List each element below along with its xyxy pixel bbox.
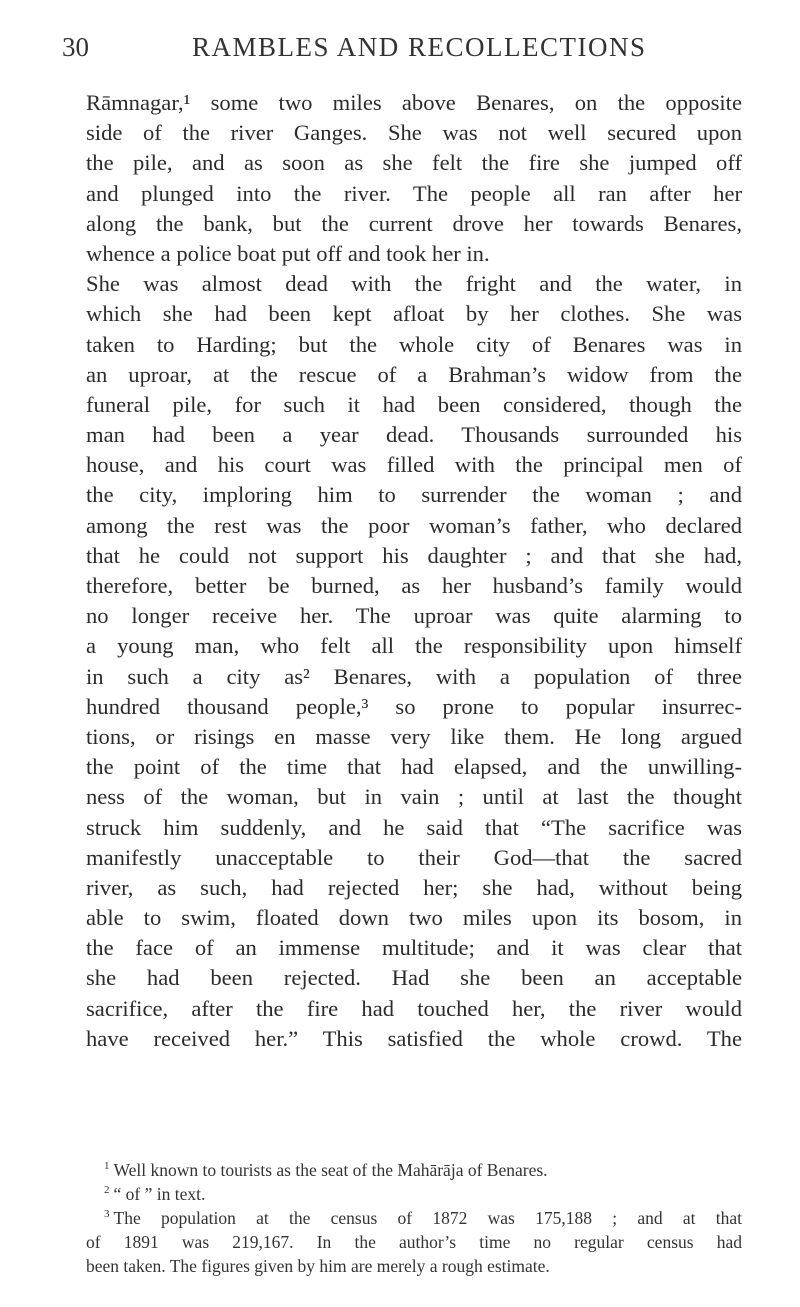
body-line: have received her.” This satisfied the whole crowd. The [86, 1025, 742, 1051]
body-line: the city, imploring him to surrender the woman ; and [86, 482, 742, 508]
footnote [86, 1158, 742, 1182]
footnotes [86, 1158, 742, 1278]
body-line: in such a city as² Benares, with a population of three [86, 663, 742, 689]
body-line: that he could not support his daughter ; and that she had, [86, 542, 742, 568]
footnote-continuation [86, 1230, 742, 1254]
footnote-text: The population at the census of 1872 was 175,188 ; and at that [113, 1208, 742, 1228]
footnote-text: Well known to tourists as the seat of the Mahārāja of Benares. [113, 1160, 548, 1180]
page-number: 30 [62, 32, 89, 62]
footnote [86, 1206, 742, 1230]
body-line: ness of the woman, but in vain ; until at last the thought [86, 784, 742, 810]
body-line: hundred thousand people,³ so prone to popular insurrec- [86, 693, 742, 719]
footnote-continuation [86, 1254, 742, 1278]
running-title: RAMBLES AND RECOLLECTIONS [192, 32, 647, 62]
body-line: tions, or risings en masse very like them. He long argued [86, 723, 742, 749]
body-line: man had been a year dead. Thousands surrounded his [86, 422, 742, 448]
body-line: which she had been kept afloat by her clothes. She was [86, 301, 742, 327]
body-line: the point of the time that had elapsed, and the unwilling- [86, 754, 742, 780]
body-line: river, as such, had rejected her; she had, without being [86, 874, 742, 900]
body-line: side of the river Ganges. She was not well secured upon [86, 120, 742, 146]
body-line: She was almost dead with the fright and the water, in [86, 271, 742, 297]
body-line: along the bank, but the current drove her towards Benares, [86, 210, 742, 236]
body-line: the pile, and as soon as she felt the fire she jumped off [86, 150, 742, 176]
body-line: house, and his court was filled with the principal men of [86, 452, 742, 478]
body-line: an uproar, at the rescue of a Brahman’s widow from the [86, 361, 742, 387]
footnote-mark: 2 [104, 1184, 110, 1197]
page-header [62, 30, 742, 70]
footnote-text: been taken. The figures given by him are merely a rough estimate. [86, 1256, 550, 1276]
footnote-text: of 1891 was 219,167. In the author’s time no regular census had [86, 1232, 742, 1252]
body-line: manifestly unacceptable to their God—that the sacred [86, 844, 742, 870]
footnote-text: “ of ” in text. [113, 1184, 206, 1204]
footnote-mark: 3 [104, 1208, 110, 1221]
body-line: whence a police boat put off and took her in. [86, 240, 490, 266]
body-line: able to swim, floated down two miles upon its bosom, in [86, 905, 742, 931]
footnote [86, 1182, 742, 1206]
body-line: and plunged into the river. The people all ran after her [86, 180, 742, 206]
body-line: therefore, better be burned, as her husband’s family would [86, 573, 742, 598]
body-line: the face of an immense multitude; and it was clear that [86, 935, 742, 961]
body-line: funeral pile, for such it had been considered, though the [86, 391, 742, 417]
body-line: struck him suddenly, and he said that “The sacrifice was [86, 814, 742, 840]
body-text [86, 88, 742, 1054]
body-line: among the rest was the poor woman’s father, who declared [86, 512, 742, 538]
body-line: a young man, who felt all the responsibility upon himself [86, 633, 742, 659]
footnote-mark: 1 [104, 1160, 110, 1173]
body-line: no longer receive her. The uproar was quite alarming to [86, 603, 742, 629]
body-line: she had been rejected. Had she been an acceptable [86, 965, 742, 991]
body-line: taken to Harding; but the whole city of Benares was in [86, 331, 742, 357]
body-line: sacrifice, after the fire had touched her, the river would [86, 995, 742, 1021]
body-line: Rāmnagar,¹ some two miles above Benares, on the opposite [86, 90, 742, 115]
